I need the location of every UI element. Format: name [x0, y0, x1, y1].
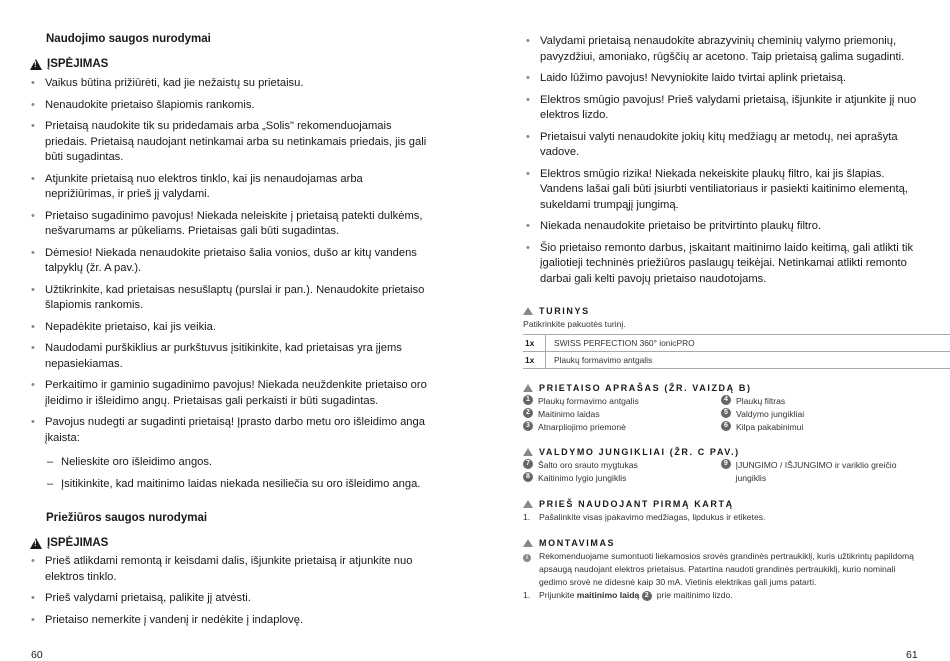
left-page — [0, 0, 475, 660]
switches-heading: VALDYMO JUNGIKLIAI (ŽR. C PAV.) — [523, 447, 740, 457]
list-item: • Pavojus nudegti ar sugadinti prietaisą! Įprasto darbo metu oro išleidimo anga įkaista: — [31, 415, 431, 446]
number-badge: 7 — [523, 459, 533, 469]
care-safety-heading: Priežiūros saugos nurodymai — [46, 512, 207, 524]
triangle-icon — [523, 500, 533, 508]
list-item: 1. Pašalinkite visas įpakavimo medžiagas, lipdukus ir etiketes. — [523, 511, 923, 524]
power-cord-label: maitinimo laidą — [577, 590, 640, 600]
right-page — [475, 0, 950, 660]
triangle-icon — [523, 384, 533, 392]
list-item: • Prietaiso nemerkite į vandenį ir nedėkite į indaplovę. — [31, 613, 431, 629]
number-badge: 2 — [523, 408, 533, 418]
page-number-right: 61 — [906, 649, 918, 661]
dash-list — [47, 455, 427, 498]
list-item — [721, 421, 921, 434]
triangle-icon — [523, 448, 533, 456]
item-label: Šalto oro srauto mygtukas — [538, 459, 638, 472]
installation-list — [523, 550, 923, 602]
item-label: Valdymo jungikliai — [736, 408, 804, 421]
list-item: – Įsitikinkite, kad maitinimo laidas niekada nesiliečia su oro išleidimo anga. — [47, 477, 427, 493]
item-label: Kaitinimo lygio jungiklis — [538, 472, 626, 485]
warning-icon — [30, 538, 42, 549]
table-row — [523, 335, 950, 352]
list-item: • Niekada nenaudokite prietaiso be pritvirtinto plaukų filtro. — [526, 219, 926, 235]
list-item — [523, 421, 713, 434]
list-item — [523, 459, 713, 472]
info-item: i Rekomenduojame sumontuoti liekamosios srovės grandinės pertraukiklį, kuris užtikrintų papildomą apsaugą naudojant elektros prietaisus. Patartina naudoti grandinės pertraukiklį, kurio nominali gedimo srovė ne didesnė kaip 30 mA. Vietinis elektrikas gali jums patarti. — [523, 550, 923, 589]
item-label: Plaukų formavimo antgalis — [538, 395, 639, 408]
list-item: • Elektros smūgio pavojus! Prieš valydami prietaisą, išjunkite ir atjunkite jį nuo elektros lizdo. — [526, 93, 926, 124]
list-item — [523, 408, 713, 421]
info-icon: i — [523, 554, 531, 562]
list-item: • Prieš atlikdami remontą ir keisdami dalis, išjunkite prietaisą ir atjunkite nuo elektros tinklo. — [31, 554, 431, 585]
list-item: • Prietaisui valyti nenaudokite jokių kitų medžiagų ar metodų, nei aprašyta vadove. — [526, 130, 926, 161]
list-item: • Šio prietaiso remonto darbus, įskaitant maitinimo laido keitimą, gali atlikti tik įgaliotieji techninės priežiūros paslaugų teikėjai. Netinkamai atlikti remonto darbai gali kelti pavojų prietaiso naudotojams. — [526, 241, 926, 288]
number-badge: 5 — [721, 408, 731, 418]
description-right-list — [721, 395, 921, 434]
warning-label: ĮSPĖJIMAS — [47, 58, 108, 70]
quantity-cell: 1x — [523, 335, 546, 352]
warning-heading-1 — [30, 58, 108, 70]
first-use-heading: PRIEŠ NAUDOJANT PIRMĄ KARTĄ — [523, 499, 734, 509]
list-item: • Vaikus būtina prižiūrėti, kad jie nežaistų su prietaisu. — [31, 76, 431, 92]
number-badge: 2 — [642, 591, 652, 601]
list-item: • Prietaiso sugadinimo pavojus! Niekada neleiskite į prietaisą patekti dulkėms, nešvarumams ar pūkeliams. Prietaisas gali būti sugadintas. — [31, 209, 431, 240]
installation-heading: MONTAVIMAS — [523, 538, 615, 548]
list-item: • Dėmesio! Niekada nenaudokite prietaiso šalia vonios, dušo ar kitų vandens talpyklų (žr. A pav.). — [31, 246, 431, 277]
list-item: • Elektros smūgio rizika! Niekada nekeiskite plaukų filtro, kai jis šlapias. Vandens lašai gali būti įsiurbti ventiliatoriaus ir pasiekti kaitinimo elementą, sukeldami trumpąjį jungimą. — [526, 167, 926, 214]
list-item: – Nelieskite oro išleidimo angos. — [47, 455, 427, 471]
switches-left-list — [523, 459, 713, 485]
contents-heading: TURINYS — [523, 306, 590, 316]
description-heading: PRIETAISO APRAŠAS (ŽR. VAIZDĄ B) — [523, 383, 752, 393]
safety-list-2 — [31, 554, 431, 634]
list-item: • Prietaisą naudokite tik su pridedamais arba „Solis" rekomenduojamais priedais. Prietaisą naudojant netinkamai arba su netinkamais priedais, jis gali būti sugadintas. — [31, 119, 431, 166]
item-label: Plaukų filtras — [736, 395, 785, 408]
quantity-cell: 1x — [523, 352, 546, 369]
item-label: ĮJUNGIMO / IŠJUNGIMO ir variklio greičio jungiklis — [736, 459, 921, 485]
number-badge: 4 — [721, 395, 731, 405]
table-row — [523, 352, 950, 369]
item-label: Atnarpliojimo priemonė — [538, 421, 626, 434]
description-left-list — [523, 395, 713, 434]
list-item — [523, 395, 713, 408]
safety-list-1 — [31, 76, 431, 452]
first-use-list — [523, 511, 923, 524]
triangle-icon — [523, 539, 533, 547]
switches-right-list — [721, 459, 921, 485]
list-item — [721, 459, 921, 485]
warning-icon — [30, 59, 42, 70]
list-item: • Valydami prietaisą nenaudokite abrazyvinių cheminių valymo priemonių, pavyzdžiui, amoniako, rūgščių ar acetono. Taip prietaisą galima sugadinti. — [526, 34, 926, 65]
warning-label: ĮSPĖJIMAS — [47, 537, 108, 549]
item-label: Kilpa pakabinimui — [736, 421, 803, 434]
list-item: • Laido lūžimo pavojus! Nevyniokite laido tvirtai aplink prietaisą. — [526, 71, 926, 87]
number-badge: 9 — [721, 459, 731, 469]
number-badge: 3 — [523, 421, 533, 431]
item-name-cell: Plaukų formavimo antgalis — [546, 352, 950, 369]
list-item — [721, 408, 921, 421]
list-item — [721, 395, 921, 408]
number-badge: 8 — [523, 472, 533, 482]
page-number-left: 60 — [31, 649, 43, 661]
number-badge: 1 — [523, 395, 533, 405]
list-item: • Nenaudokite prietaiso šlapiomis rankomis. — [31, 98, 431, 114]
item-label: Maitinimo laidas — [538, 408, 600, 421]
triangle-icon — [523, 307, 533, 315]
list-item: • Naudodami purškiklius ar purkštuvus įsitikinkite, kad prietaisas yra įjems nepasiekiamas. — [31, 341, 431, 372]
item-name-cell: SWISS PERFECTION 360° ionicPRO — [546, 335, 950, 352]
list-item: • Užtikrinkite, kad prietaisas nesušlaptų (purslai ir pan.). Nenaudokite prietaiso šlapiomis rankomis. — [31, 283, 431, 314]
list-item — [523, 472, 713, 485]
number-badge: 6 — [721, 421, 731, 431]
care-safety-list — [526, 34, 926, 293]
contents-table — [523, 334, 950, 369]
list-item: • Nepadėkite prietaiso, kai jis veikia. — [31, 320, 431, 336]
usage-safety-heading: Naudojimo saugos nurodymai — [46, 33, 211, 45]
list-item: • Prieš valydami prietaisą, palikite jį atvėsti. — [31, 591, 431, 607]
warning-heading-2 — [30, 537, 108, 549]
list-item: 1. Prijunkite maitinimo laidą 2 prie maitinimo lizdo. — [523, 589, 923, 602]
list-item: • Perkaitimo ir gaminio sugadinimo pavojus! Niekada neuždenkite prietaiso oro įleidimo ir išleidimo angų. Prietaisas gali perkaisti ir būti sugadintas. — [31, 378, 431, 409]
list-item: • Atjunkite prietaisą nuo elektros tinklo, kai jis nenaudojamas arba neprižiūrimas, ir prieš jį valydami. — [31, 172, 431, 203]
contents-subtitle: Patikrinkite pakuotės turinį. — [523, 319, 626, 329]
